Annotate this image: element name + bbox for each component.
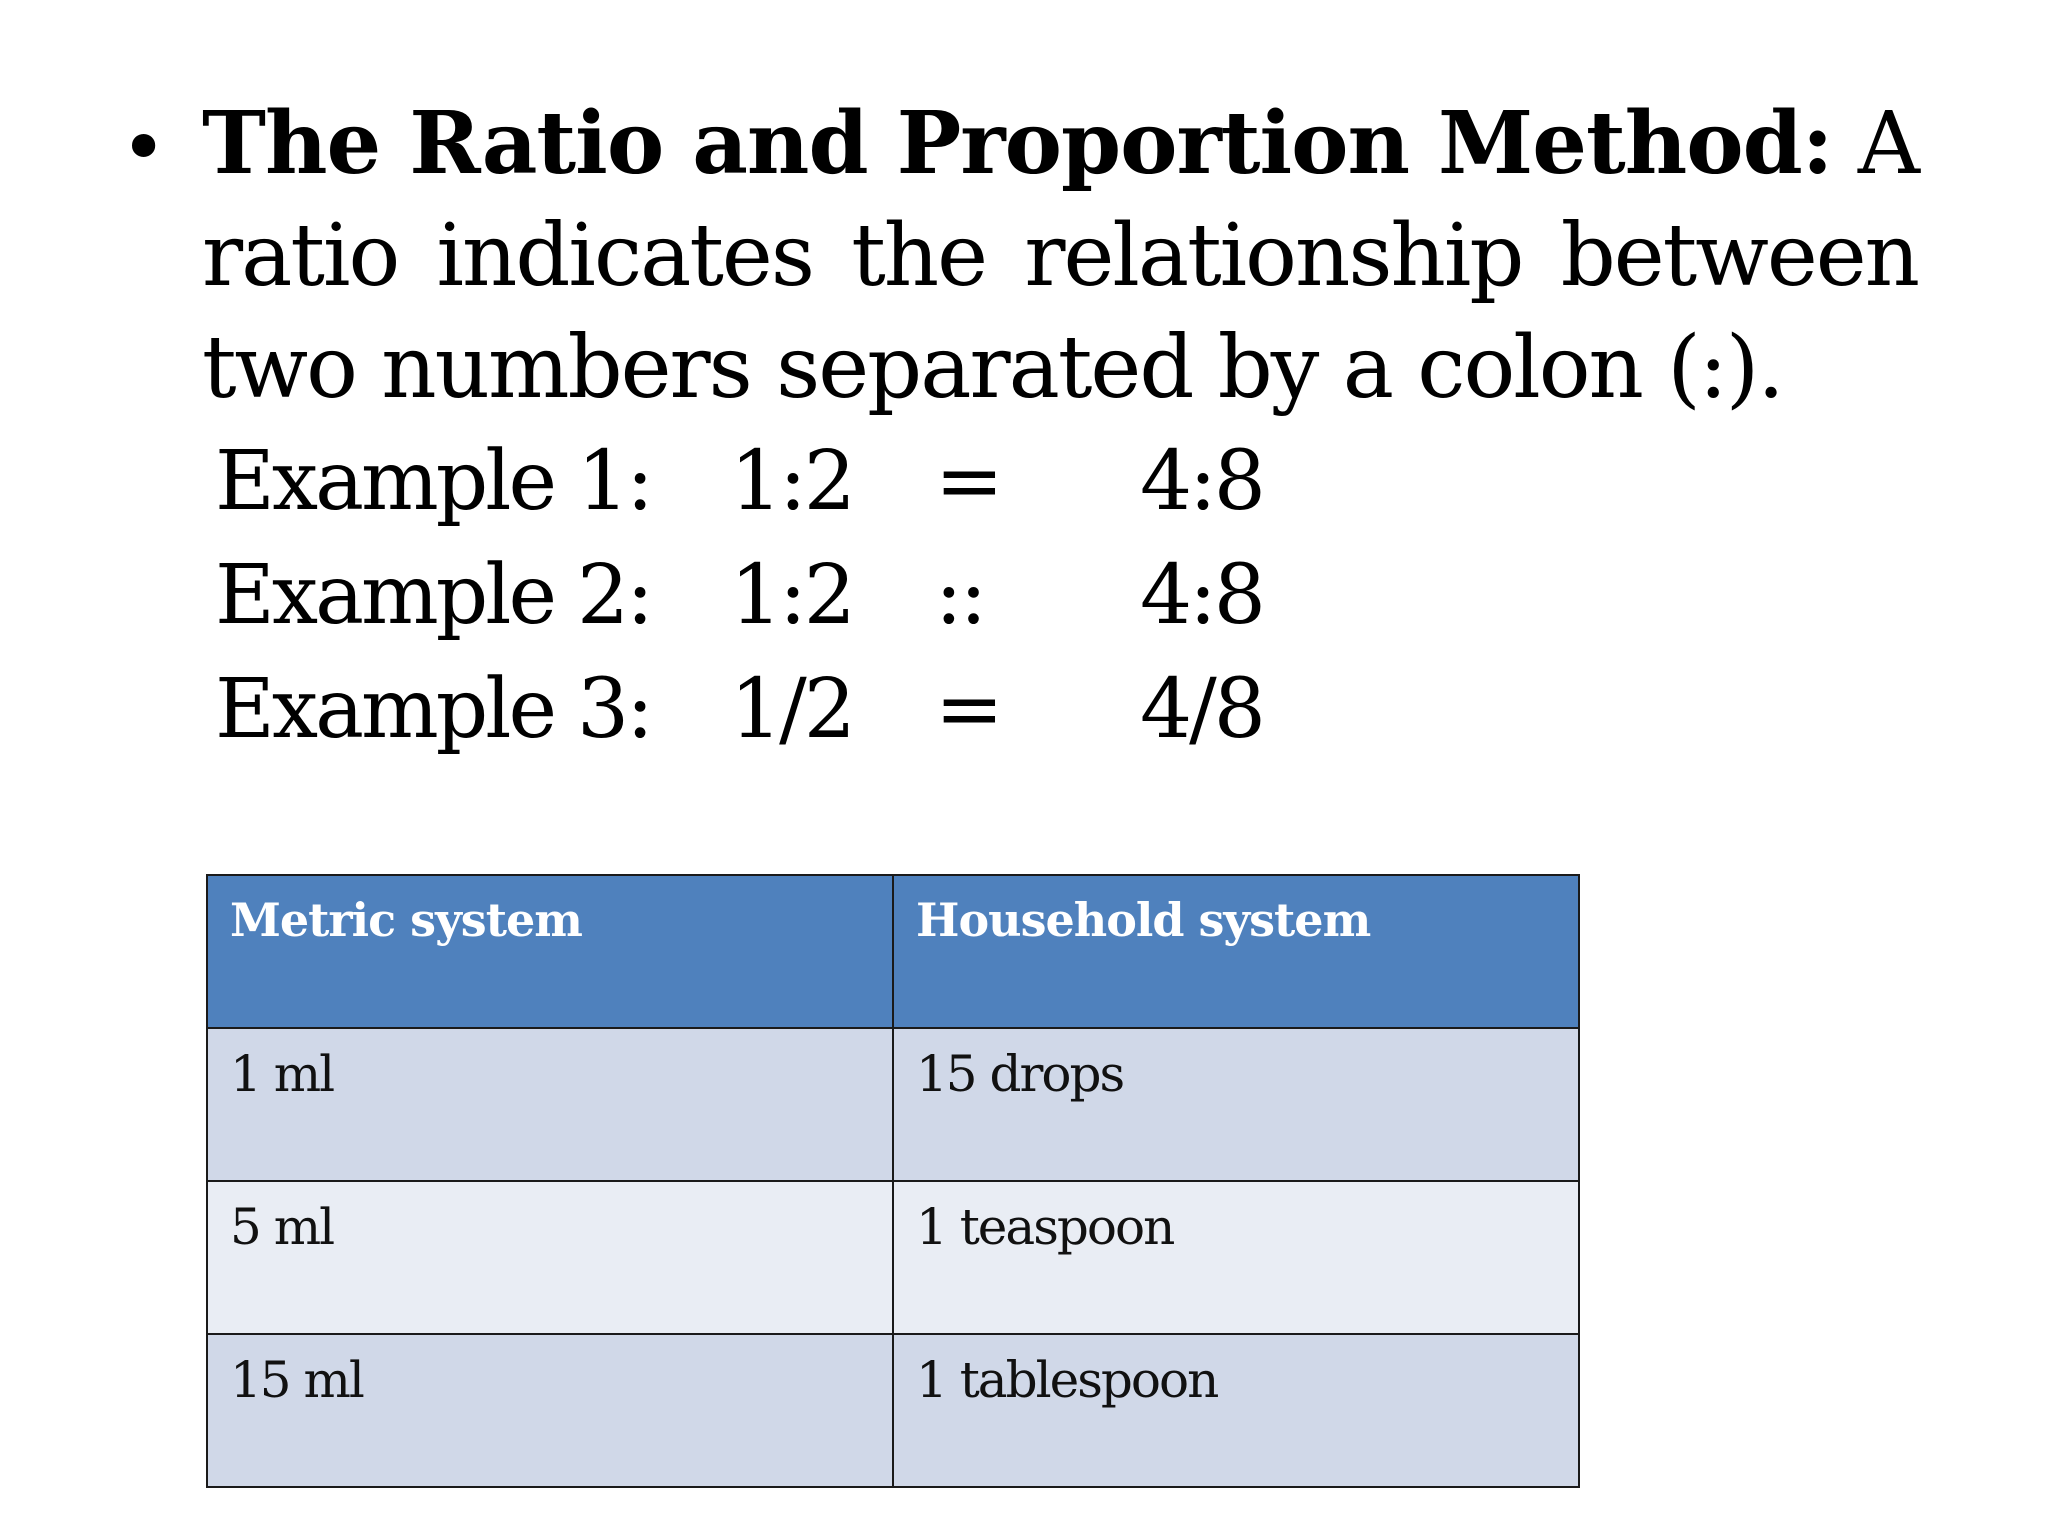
table-cell-household: 1 teaspoon bbox=[893, 1181, 1579, 1334]
table-cell-metric: 5 ml bbox=[207, 1181, 893, 1334]
conversion-table bbox=[206, 874, 1580, 1488]
table-row bbox=[207, 1028, 1579, 1181]
table-row bbox=[207, 1181, 1579, 1334]
example-right-ratio: 4:8 bbox=[1140, 434, 1263, 529]
example-left-ratio: 1/2 bbox=[730, 662, 853, 757]
example-left-ratio: 1:2 bbox=[730, 434, 853, 529]
example-operator: :: bbox=[935, 548, 985, 643]
example-right-ratio: 4:8 bbox=[1140, 548, 1263, 643]
bullet-dot-icon: • bbox=[120, 101, 168, 194]
example-operator: = bbox=[935, 434, 1001, 529]
table-cell-metric: 15 ml bbox=[207, 1334, 893, 1487]
bullet-text bbox=[202, 88, 1918, 424]
example-label: Example 2: bbox=[215, 548, 651, 643]
example-right-ratio: 4/8 bbox=[1140, 662, 1263, 757]
bullet-term: The Ratio and Proportion Method: bbox=[202, 93, 1833, 194]
example-label: Example 3: bbox=[215, 662, 651, 757]
header-metric-system: Metric system bbox=[207, 875, 893, 1028]
table-cell-household: 15 drops bbox=[893, 1028, 1579, 1181]
table-row bbox=[207, 1334, 1579, 1487]
table-header-row bbox=[207, 875, 1579, 1028]
example-left-ratio: 1:2 bbox=[730, 548, 853, 643]
bullet-description: A ratio indicates the relationship between two numbers separated by a colon (:). bbox=[202, 94, 1918, 418]
header-household-system: Household system bbox=[893, 875, 1579, 1028]
table-cell-metric: 1 ml bbox=[207, 1028, 893, 1181]
example-label: Example 1: bbox=[215, 434, 651, 529]
table-cell-household: 1 tablespoon bbox=[893, 1334, 1579, 1487]
example-operator: = bbox=[935, 662, 1001, 757]
